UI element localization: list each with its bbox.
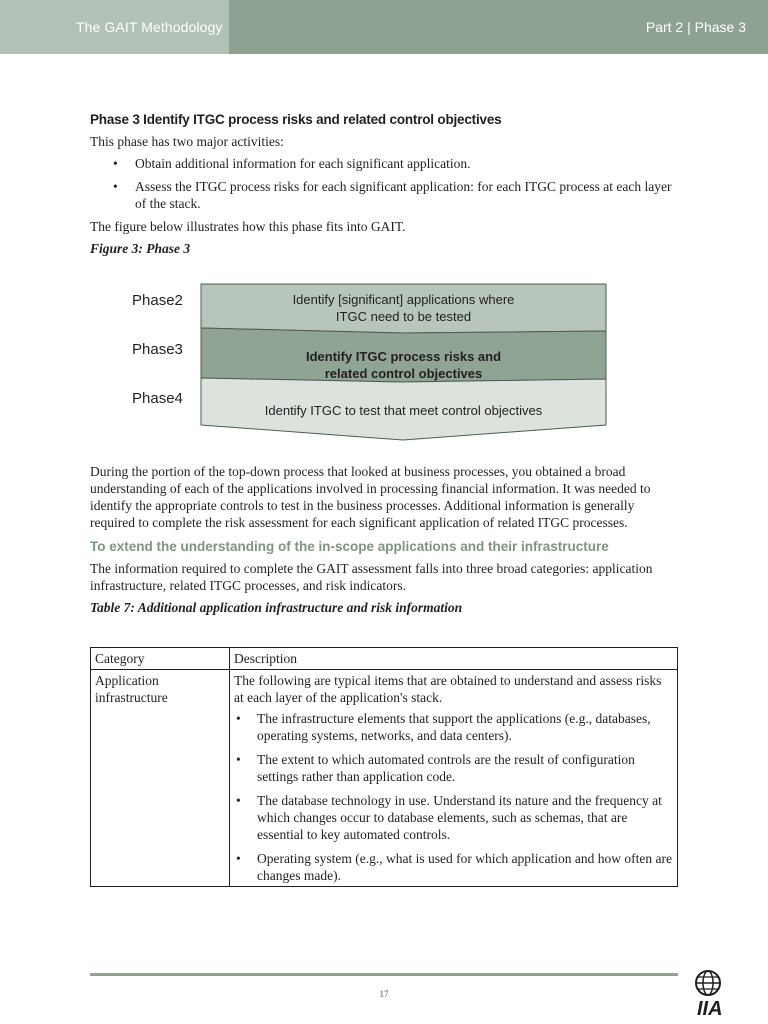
footer-divider — [90, 973, 678, 976]
header-section-title: The GAIT Methodology — [0, 0, 229, 54]
list-item: • Operating system (e.g., what is used for which application and how often are changes made). — [234, 850, 673, 884]
subheading: To extend the understanding of the in-scope applications and their infrastructure — [90, 539, 609, 554]
phase2-label: Phase2 — [132, 292, 183, 309]
iia-logo-icon — [694, 969, 744, 1017]
phase-diagram — [90, 278, 650, 448]
body-paragraph-2: The information required to complete the GAIT assessment falls into three broad categories: application infrastructure, related ITGC processes, and risk indicators. — [90, 561, 653, 593]
table-cell-description — [230, 670, 678, 887]
phase2-text-line1: Identify [significant] applications where — [292, 292, 515, 307]
phase2-text-line2: ITGC need to be tested — [335, 309, 472, 324]
phase-section — [90, 112, 680, 257]
table-header-description: Description — [230, 648, 678, 670]
phase3-label: Phase3 — [132, 341, 183, 358]
logo-text: IIA — [697, 998, 723, 1017]
activity-list — [90, 155, 680, 212]
list-item: • Obtain additional information for each significant application. — [90, 155, 680, 172]
table-row — [91, 670, 678, 887]
table-header-category: Category — [91, 648, 230, 670]
table-header-row — [91, 648, 678, 670]
list-item: • The extent to which automated controls are the result of configuration settings rather than application code. — [234, 751, 673, 785]
info-table — [90, 647, 678, 887]
table-caption: Table 7: Additional application infrastructure and risk information — [90, 600, 463, 615]
page-number: 17 — [379, 989, 389, 999]
body-section — [90, 463, 680, 616]
table-bullet-list — [234, 710, 673, 884]
list-item: • The database technology in use. Understand its nature and the frequency at which changes occur to database elements, such as schemas, that are essential to key automated controls. — [234, 792, 673, 843]
phase4-text: Identify ITGC to test that meet control objectives — [264, 403, 543, 418]
phase3-text — [201, 348, 606, 382]
figure-intro: The figure below illustrates how this phase fits into GAIT. — [90, 219, 406, 234]
phase2-text — [201, 291, 606, 325]
phase3-text-line2: related control objectives — [324, 366, 483, 381]
phase3-text-line1: Identify ITGC process risks and — [305, 349, 502, 364]
list-item: • The infrastructure elements that support the applications (e.g., databases, operating systems, networks, and data centers). — [234, 710, 673, 744]
table-cell-intro: The following are typical items that are obtained to understand and assess risks at each layer of the application's stack. — [234, 673, 662, 705]
phase-heading: Phase 3 Identify ITGC process risks and related control objectives — [90, 112, 502, 127]
list-item: • Assess the ITGC process risks for each significant application: for each ITGC process at each layer of the stack. — [90, 178, 680, 212]
phase4-label: Phase4 — [132, 390, 183, 407]
phase-intro: This phase has two major activities: — [90, 134, 284, 149]
header-part-phase: Part 2 | Phase 3 — [229, 0, 768, 54]
body-paragraph-1: During the portion of the top-down process that looked at business processes, you obtained a broad understanding of each of the applications involved in processing financial information. It was needed to identify the appropriate controls to test in the business processes. Additional information is generally required to complete the risk assessment for each significant application of related ITGC processes. — [90, 464, 651, 530]
table-cell-category: Application infrastructure — [91, 670, 230, 887]
figure-caption: Figure 3: Phase 3 — [90, 241, 191, 256]
